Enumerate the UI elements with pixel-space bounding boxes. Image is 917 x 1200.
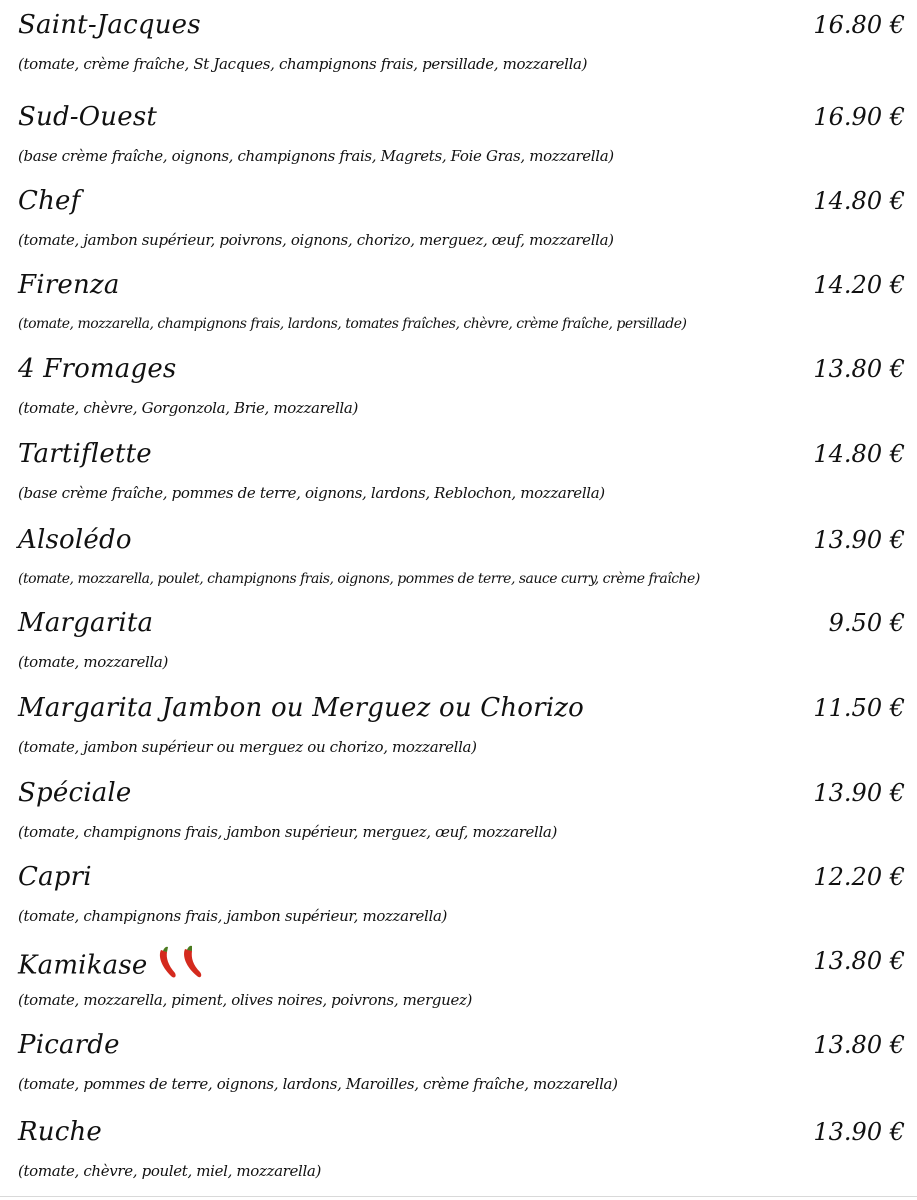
menu-item-4-fromages: [0, 352, 917, 436]
item-name: Margarita: [18, 608, 154, 638]
item-description: (tomate, chèvre, poulet, miel, mozzarella): [18, 1162, 322, 1180]
item-name: Kamikase: [18, 950, 148, 981]
menu-item-kamikase: [0, 944, 917, 1028]
item-price: 14.20 €: [813, 271, 905, 299]
menu-item-chef: [0, 184, 917, 268]
item-name: Tartiflette: [18, 439, 152, 469]
page-divider: [0, 1196, 917, 1197]
item-description: (tomate, mozzarella, champignons frais, lardons, tomates fraîches, chèvre, crème fraîche, persillade): [18, 316, 687, 332]
item-name: Alsolédo: [18, 525, 132, 555]
item-price: 9.50 €: [828, 609, 905, 637]
menu-item-sud-ouest: [0, 100, 917, 184]
menu-item-saint-jacques: [0, 8, 917, 92]
menu-item-capri: [0, 860, 917, 944]
item-name: 4 Fromages: [18, 354, 177, 384]
menu-item-speciale: [0, 776, 917, 860]
menu-item-margarita: [0, 606, 917, 690]
item-name: Saint-Jacques: [18, 10, 201, 40]
item-description: (tomate, jambon supérieur ou merguez ou chorizo, mozzarella): [18, 738, 477, 756]
item-price: 11.50 €: [813, 694, 905, 722]
item-description: (tomate, jambon supérieur, poivrons, oignons, chorizo, merguez, œuf, mozzarella): [18, 231, 614, 249]
item-name: Picarde: [18, 1030, 120, 1060]
item-price: 12.20 €: [813, 863, 905, 891]
item-description: (base crème fraîche, pommes de terre, oignons, lardons, Reblochon, mozzarella): [18, 484, 605, 502]
item-description: (tomate, mozzarella, piment, olives noires, poivrons, merguez): [18, 991, 473, 1009]
item-price: 13.90 €: [813, 1118, 905, 1146]
menu-item-ruche: [0, 1115, 917, 1199]
item-price: 13.80 €: [813, 947, 905, 975]
item-description: (tomate, crème fraîche, St Jacques, champignons frais, persillade, mozzarella): [18, 55, 588, 73]
menu-item-firenza: [0, 268, 917, 352]
item-description: (tomate, champignons frais, jambon supérieur, mozzarella): [18, 907, 448, 925]
item-name: Chef: [18, 186, 81, 216]
item-description: (tomate, chèvre, Gorgonzola, Brie, mozzarella): [18, 399, 358, 417]
menu-item-alsoledo: [0, 523, 917, 607]
item-price: 13.90 €: [813, 526, 905, 554]
item-price: 16.90 €: [813, 103, 905, 131]
menu-item-picarde: [0, 1028, 917, 1112]
item-price: 13.80 €: [813, 355, 905, 383]
item-name: Capri: [18, 862, 92, 892]
item-description: (tomate, mozzarella, poulet, champignons frais, oignons, pommes de terre, sauce curry, crème fraîche): [18, 571, 700, 587]
item-name: Sud-Ouest: [18, 102, 158, 132]
item-price: 16.80 €: [813, 11, 905, 39]
item-name: Firenza: [18, 270, 120, 300]
item-price: 13.90 €: [813, 779, 905, 807]
item-price: 13.80 €: [813, 1031, 905, 1059]
menu-item-margarita-jambon: [0, 691, 917, 775]
item-name: Ruche: [18, 1117, 103, 1147]
item-name-wrapper: [18, 944, 211, 989]
item-description: (tomate, champignons frais, jambon supérieur, merguez, œuf, mozzarella): [18, 823, 558, 841]
chili-pepper-icon: [155, 944, 211, 989]
item-price: 14.80 €: [813, 440, 905, 468]
menu-item-tartiflette: [0, 437, 917, 521]
item-description: (tomate, pommes de terre, oignons, lardons, Maroilles, crème fraîche, mozzarella): [18, 1075, 618, 1093]
item-description: (tomate, mozzarella): [18, 653, 168, 671]
item-price: 14.80 €: [813, 187, 905, 215]
item-description: (base crème fraîche, oignons, champignons frais, Magrets, Foie Gras, mozzarella): [18, 147, 614, 165]
item-name: Margarita Jambon ou Merguez ou Chorizo: [18, 693, 585, 723]
item-name: Spéciale: [18, 778, 132, 808]
